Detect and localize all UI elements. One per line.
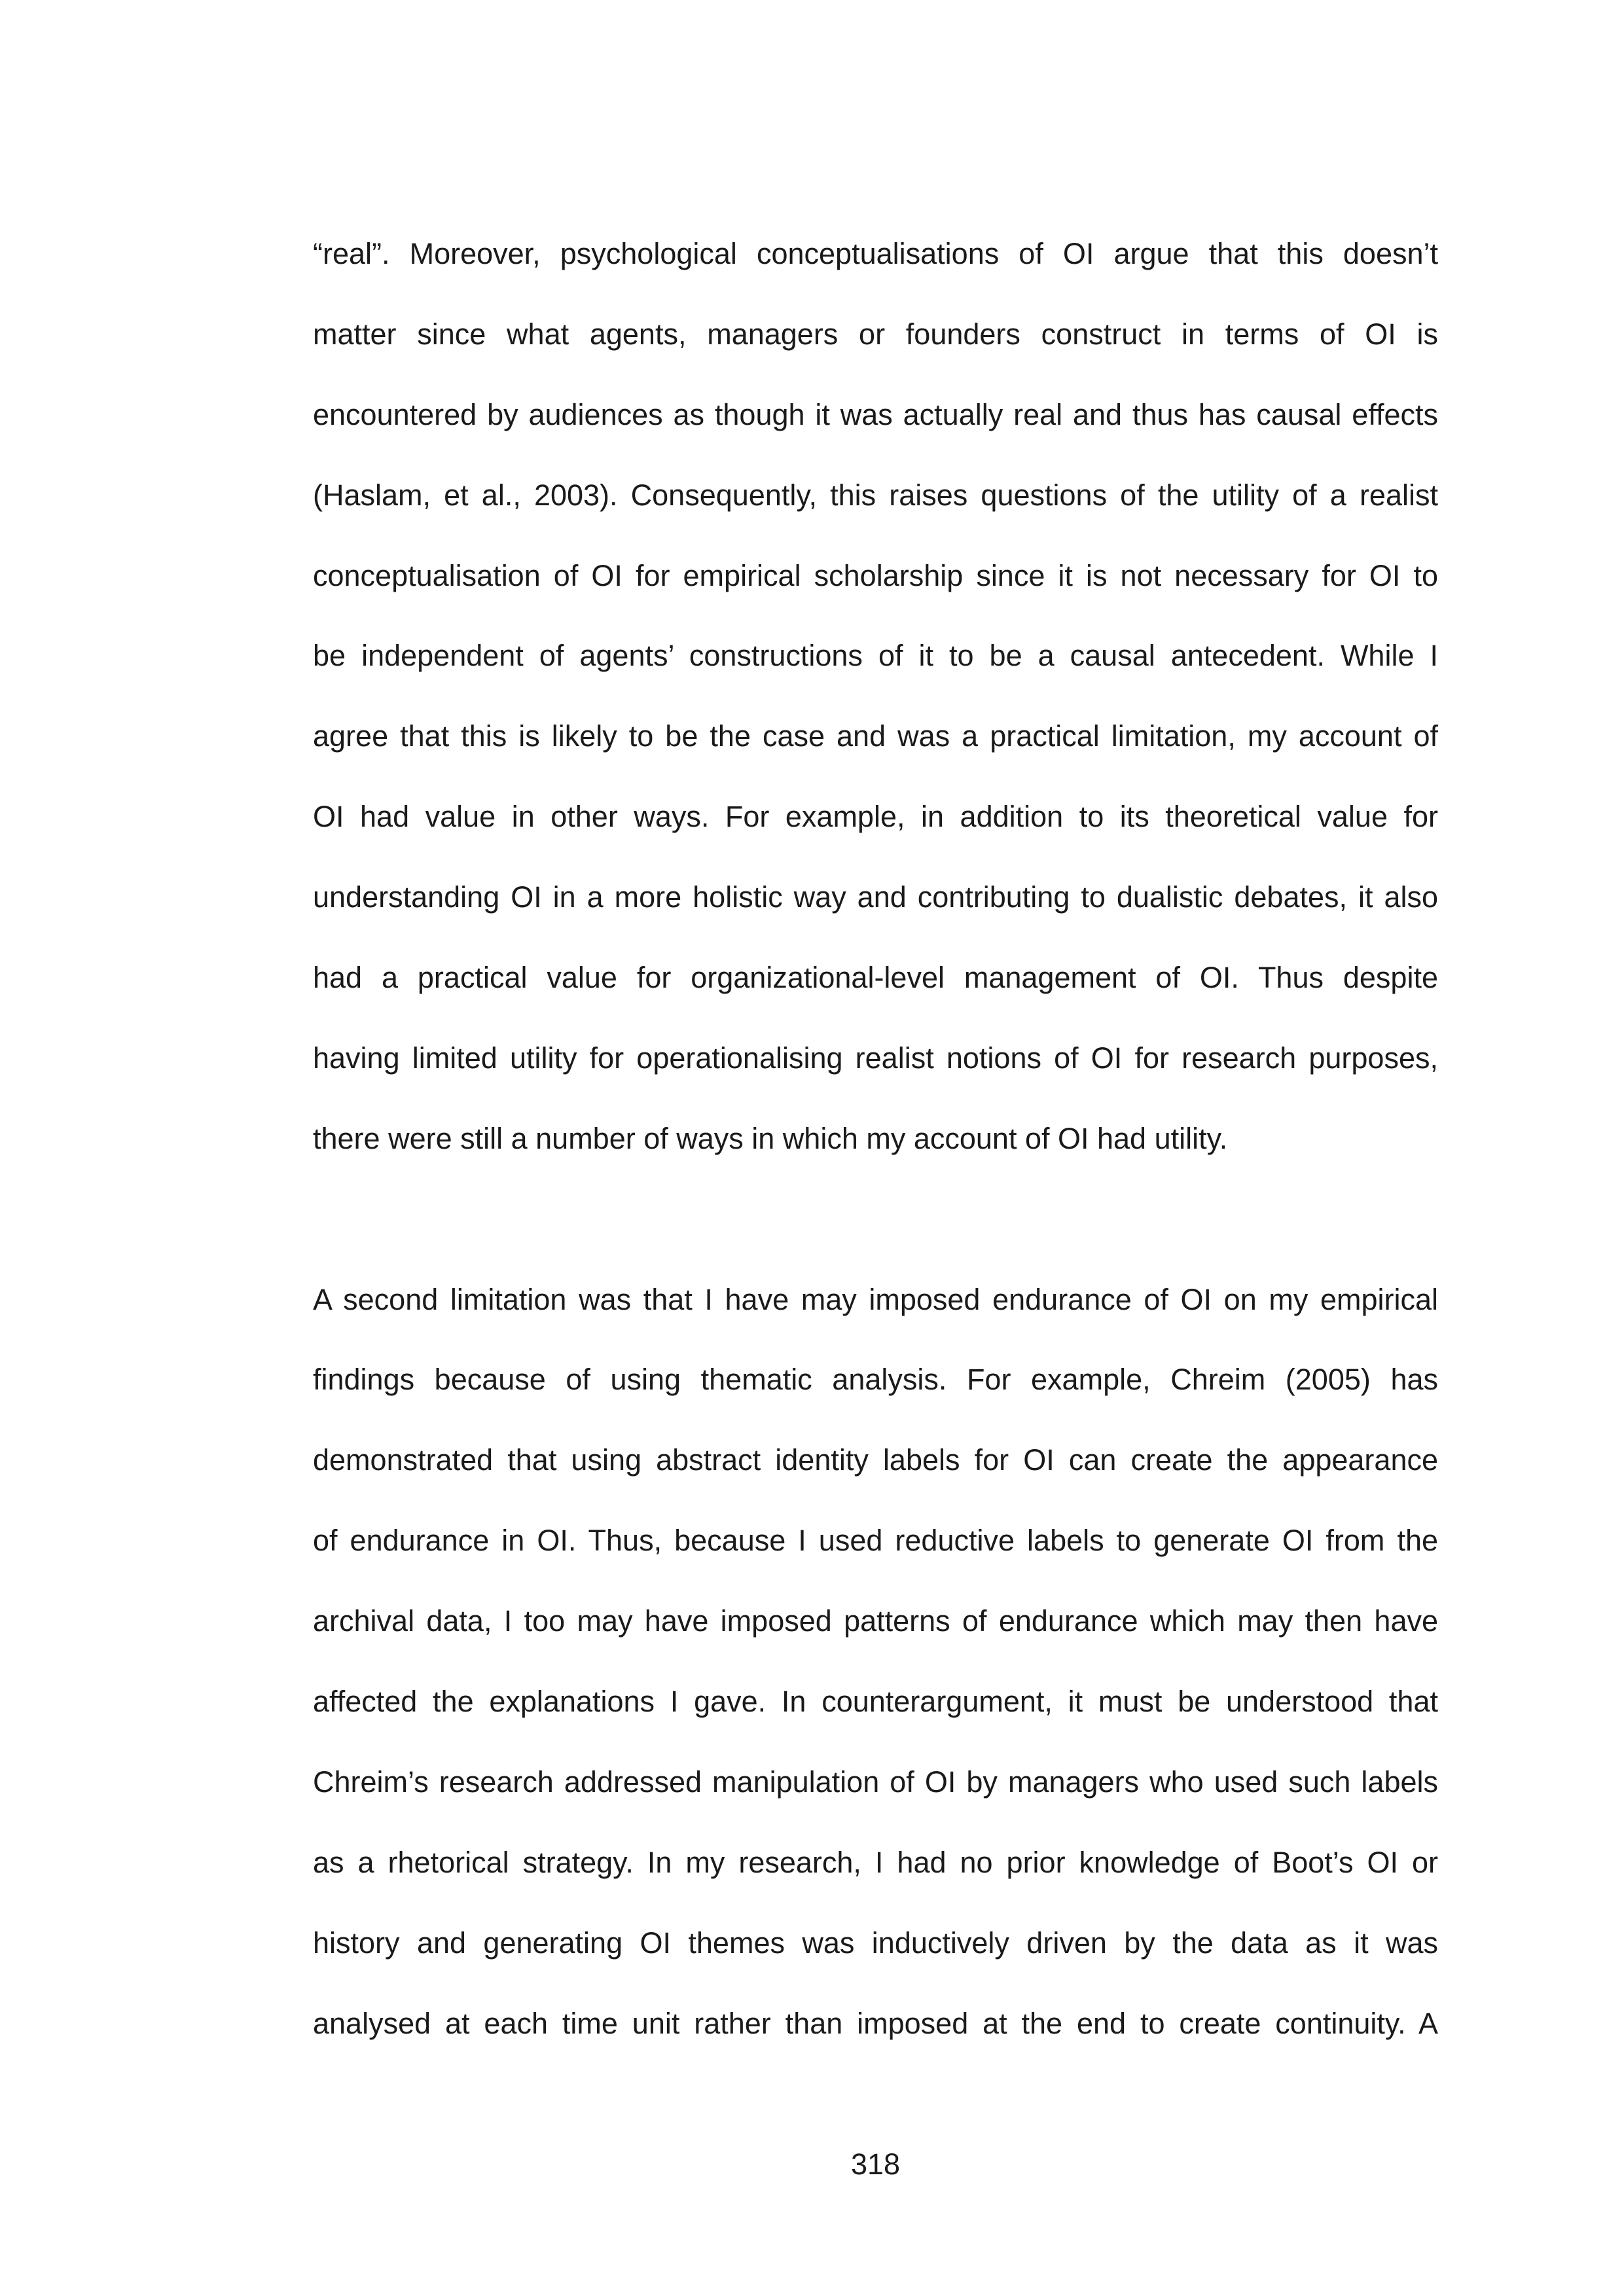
page-number: 318 <box>850 2147 901 2181</box>
text-line: OI had value in other ways. For example, in addition to its theoretical value for <box>313 800 1438 834</box>
text-line: archival data, I too may have imposed patterns of endurance which may then have <box>313 1604 1438 1638</box>
text-line: had a practical value for organizational-level management of OI. Thus despite <box>313 961 1438 995</box>
text-line: matter since what agents, managers or founders construct in terms of OI is <box>313 317 1438 351</box>
body-text <box>313 214 1438 2064</box>
text-line: agree that this is likely to be the case and was a practical limitation, my account of <box>313 719 1438 753</box>
text-line: of endurance in OI. Thus, because I used reductive labels to generate OI from the <box>313 1524 1438 1558</box>
paragraph <box>313 1260 1438 2064</box>
text-line: having limited utility for operationalising realist notions of OI for research purposes, <box>313 1041 1438 1075</box>
text-line: “real”. Moreover, psychological conceptualisations of OI argue that this doesn’t <box>313 237 1438 270</box>
text-line: there were still a number of ways in which my account of OI had utility. <box>313 1121 1228 1155</box>
text-line: Chreim’s research addressed manipulation of OI by managers who used such labels <box>313 1765 1438 1799</box>
text-line: findings because of using thematic analysis. For example, Chreim (2005) has <box>313 1363 1438 1397</box>
text-line: as a rhetorical strategy. In my research, I had no prior knowledge of Boot’s OI or <box>313 1845 1438 1879</box>
text-line: understanding OI in a more holistic way and contributing to dualistic debates, it also <box>313 880 1438 914</box>
text-line: history and generating OI themes was inductively driven by the data as it was <box>313 1926 1438 1960</box>
text-line: (Haslam, et al., 2003). Consequently, this raises questions of the utility of a realist <box>313 478 1438 512</box>
text-line: be independent of agents’ constructions of it to be a causal antecedent. While I <box>313 639 1438 673</box>
text-line: analysed at each time unit rather than imposed at the end to create continuity. A <box>313 2006 1438 2040</box>
text-line: A second limitation was that I have may imposed endurance of OI on my empirical <box>313 1282 1438 1316</box>
text-line: affected the explanations I gave. In counterargument, it must be understood that <box>313 1685 1438 1719</box>
text-line: conceptualisation of OI for empirical scholarship since it is not necessary for OI to <box>313 558 1438 592</box>
text-line: demonstrated that using abstract identity labels for OI can create the appearance <box>313 1443 1438 1477</box>
text-line: encountered by audiences as though it was actually real and thus has causal effects <box>313 397 1438 431</box>
paragraph <box>313 214 1438 1179</box>
